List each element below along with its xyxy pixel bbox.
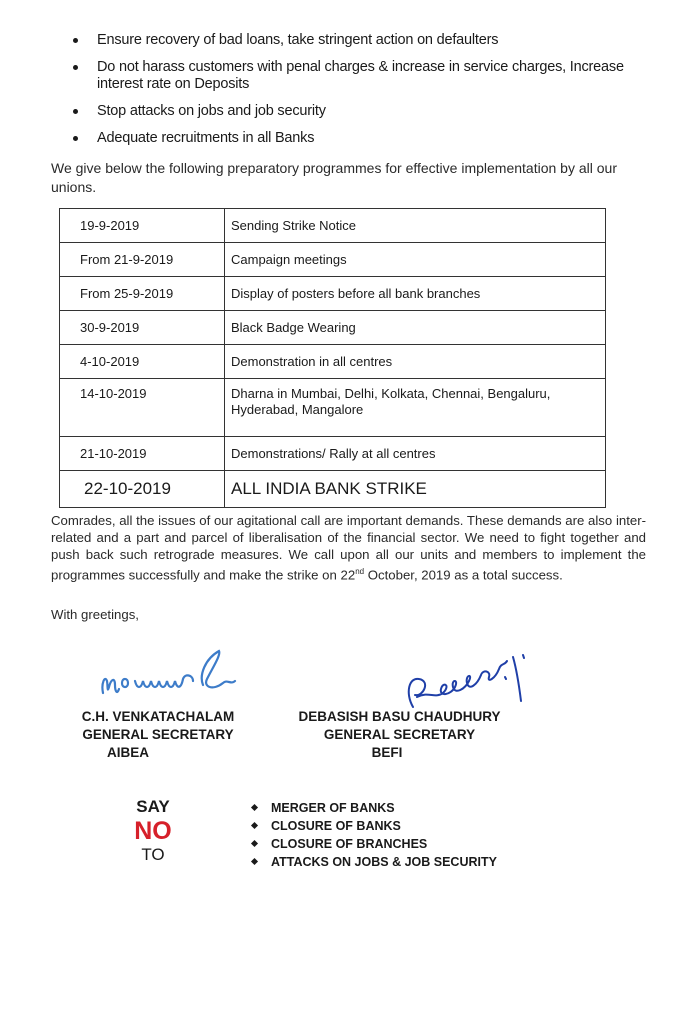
programme-date: From 25-9-2019 bbox=[60, 277, 225, 311]
demand-item: Adequate recruitments in all Banks bbox=[70, 130, 670, 147]
signature-venkatachalam bbox=[95, 645, 245, 700]
bullet-icon bbox=[73, 38, 78, 43]
signatory-org: BEFI bbox=[371, 745, 403, 760]
signatory-name: C.H. VENKATACHALAM bbox=[81, 709, 235, 724]
say-label: SAY bbox=[136, 797, 170, 816]
bullet-icon bbox=[73, 109, 78, 114]
say-no-item: CLOSURE OF BRANCHES bbox=[250, 835, 497, 853]
bullet-icon bbox=[73, 65, 78, 70]
signatory-block bbox=[58, 708, 258, 762]
say-no-item: MERGER OF BANKS bbox=[250, 799, 497, 817]
programme-date: 14-10-2019 bbox=[60, 379, 225, 437]
programme-date: 19-9-2019 bbox=[60, 209, 225, 243]
programme-date: 21-10-2019 bbox=[60, 437, 225, 471]
greeting-text: With greetings, bbox=[51, 607, 139, 622]
table-row bbox=[60, 311, 606, 345]
to-label: TO bbox=[141, 845, 165, 864]
no-label: NO bbox=[134, 817, 172, 845]
diamond-bullet-icon bbox=[251, 822, 258, 829]
table-row bbox=[60, 379, 606, 437]
programme-event: Demonstration in all centres bbox=[225, 345, 606, 379]
say-no-to-block bbox=[118, 797, 188, 865]
signatory-name: DEBASISH BASU CHAUDHURY bbox=[298, 709, 501, 724]
demand-item: Stop attacks on jobs and job security bbox=[70, 103, 670, 120]
demand-item: Do not harass customers with penal charges & increase in service charges, Increase interest rate on Deposits bbox=[70, 59, 670, 93]
programme-date: 4-10-2019 bbox=[60, 345, 225, 379]
programme-date: From 21-9-2019 bbox=[60, 243, 225, 277]
table-row bbox=[60, 277, 606, 311]
programme-date: 22-10-2019 bbox=[60, 471, 225, 508]
signatory-block bbox=[292, 708, 507, 762]
programme-event: Demonstrations/ Rally at all centres bbox=[225, 437, 606, 471]
say-no-list bbox=[250, 799, 497, 871]
signature-chaudhury bbox=[395, 645, 535, 715]
table-row bbox=[60, 209, 606, 243]
table-row bbox=[60, 437, 606, 471]
programme-event: Display of posters before all bank branches bbox=[225, 277, 606, 311]
programme-event: Black Badge Wearing bbox=[225, 311, 606, 345]
diamond-bullet-icon bbox=[251, 804, 258, 811]
programme-date: 30-9-2019 bbox=[60, 311, 225, 345]
table-row bbox=[60, 243, 606, 277]
programme-event: Sending Strike Notice bbox=[225, 209, 606, 243]
signatory-title: GENERAL SECRETARY bbox=[323, 727, 476, 742]
closing-paragraph: Comrades, all the issues of our agitational call are important demands. These demands are also inter-related and a part and parcel of liberalisation of the financial sector. We need to fight together and push back such retrograde measures. We call upon all our units and members to implement the programmes successfully and make the strike on 22nd October, 2019 as a total success. bbox=[51, 513, 646, 583]
diamond-bullet-icon bbox=[251, 858, 258, 865]
programme-event: ALL INDIA BANK STRIKE bbox=[225, 471, 606, 508]
programme-event: Dharna in Mumbai, Delhi, Kolkata, Chennai, Bengaluru, Hyderabad, Mangalore bbox=[225, 379, 606, 437]
say-no-item: ATTACKS ON JOBS & JOB SECURITY bbox=[250, 853, 497, 871]
diamond-bullet-icon bbox=[251, 840, 258, 847]
intro-paragraph: We give below the following preparatory programmes for effective implementation by all our unions. bbox=[51, 160, 617, 195]
table-row-strike bbox=[60, 471, 606, 508]
demand-item: Ensure recovery of bad loans, take stringent action on defaulters bbox=[70, 32, 670, 49]
bullet-icon bbox=[73, 136, 78, 141]
programme-table bbox=[59, 208, 606, 508]
signatory-org: AIBEA bbox=[106, 745, 149, 760]
programme-event: Campaign meetings bbox=[225, 243, 606, 277]
say-no-item: CLOSURE OF BANKS bbox=[250, 817, 497, 835]
signatory-title: GENERAL SECRETARY bbox=[82, 727, 234, 742]
table-row bbox=[60, 345, 606, 379]
demands-list bbox=[70, 32, 670, 157]
